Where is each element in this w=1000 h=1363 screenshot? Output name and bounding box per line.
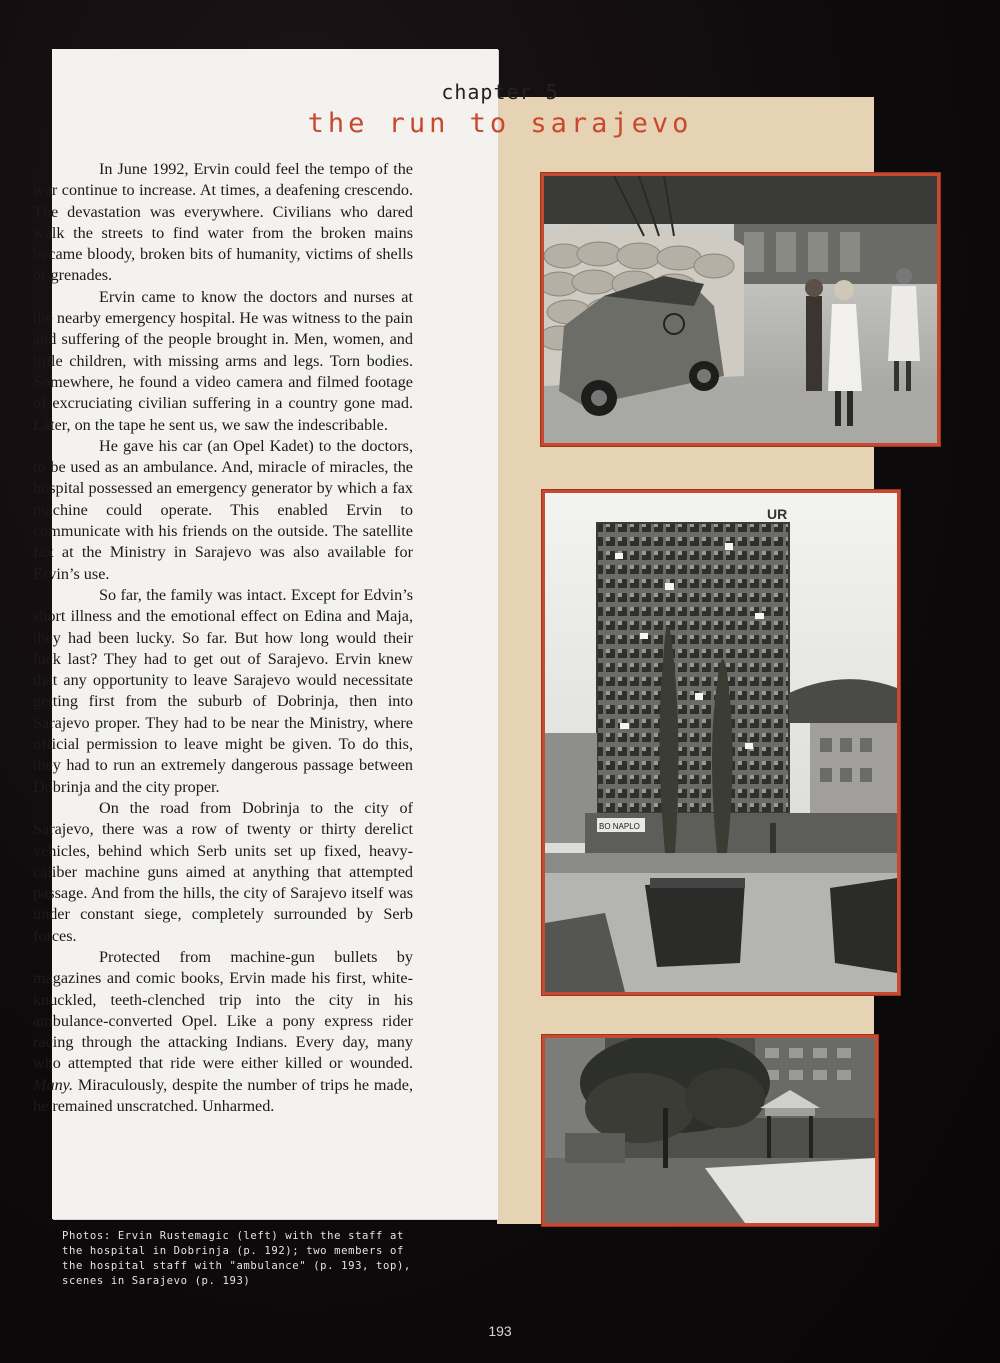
paragraph: So far, the family was intact. Except for Edvin’s short illness and the emotional effect on Edina and Maja, they had been lucky. So far. But how long would their luck last? They had to get out of Sarajevo. Ervin knew that any opportunity to leave Sarajevo would necessitate getting first from the suburb of Dobrinja, then into Sarajevo proper. They had to be near the Ministry, where official permission to leave might be given. To do this, they had to run an extremely dangerous passage between Dobrinja and the city proper. (33, 585, 413, 796)
page-number: 193 (488, 1323, 512, 1339)
photo-park-gazebo (542, 1035, 878, 1226)
paragraph-text: Miraculously, despite the number of trips he made, he remained unscratched. Unharmed. (33, 1075, 413, 1116)
paragraph: On the road from Dobrinja to the city of Sarajevo, there was a row of twenty or thirty derelict vehicles, behind which Serb units set up fixed, heavy-caliber machine guns aimed at anything that attempted passage. And from the hills, the city of Sarajevo itself was under constant siege, completely surrounded by Serb forces. (33, 798, 413, 945)
paragraph: He gave his car (an Opel Kadet) to the doctors, to be used as an ambulance. And, miracle of miracles, the hospital possessed an emergency generator by which a fax machine could operate. This enabled Ervin to communicate with his friends on the outside. The satellite fax at the Ministry in Sarajevo was also available for Ervin’s use. (33, 436, 413, 583)
paragraph: In June 1992, Ervin could feel the tempo of the war continue to increase. At times, a deafening crescendo. The devastation was everywhere. Civilians who dared walk the streets to find water from the broken mains became bloody, broken bits of humanity, victims of shells or grenades. (33, 160, 413, 285)
photo-hospital-staff-ambulance (541, 173, 940, 446)
chapter-label: chapter 5 (441, 80, 559, 104)
chapter-body (33, 159, 413, 1117)
chapter-title: the run to sarajevo (307, 108, 693, 139)
shop-sign: BO NAPLO (599, 822, 640, 831)
tower-sign: UR (767, 506, 788, 522)
photo-caption: Photos: Ervin Rustemagic (left) with the staff at the hospital in Dobrinja (p. 192); two members of the hospital staff with "ambulance" (p. 193, top), scenes in Sarajevo (p. 193) (62, 1230, 411, 1287)
photo-hospital-staff-ambulance-image (544, 176, 937, 443)
paragraph-text: Protected from machine-gun bullets by magazines and comic books, Ervin made his first, white-knuckled, teeth-clenched trip into the city in his ambulance-converted Opel. Like a pony express rider racing through the attacking Indians. Every day, many who attempted that ride were either killed or wounded. (33, 947, 413, 1073)
paragraph: Ervin came to know the doctors and nurses at the nearby emergency hospital. He was witness to the pain and suffering of the people brought in. Men, women, and little children, with missing arms and legs. Torn bodies. Somewhere, he found a video camera and filmed footage of excruciating civilian suffering in a country gone mad. Later, on the tape he sent us, we saw the indescribable. (33, 287, 413, 434)
paragraph (33, 947, 413, 1117)
emphasis-text: Many. (33, 1075, 74, 1094)
photo-damaged-tower-image (545, 493, 897, 992)
photo-park-gazebo-image (545, 1038, 875, 1223)
photo-damaged-tower (542, 490, 900, 995)
